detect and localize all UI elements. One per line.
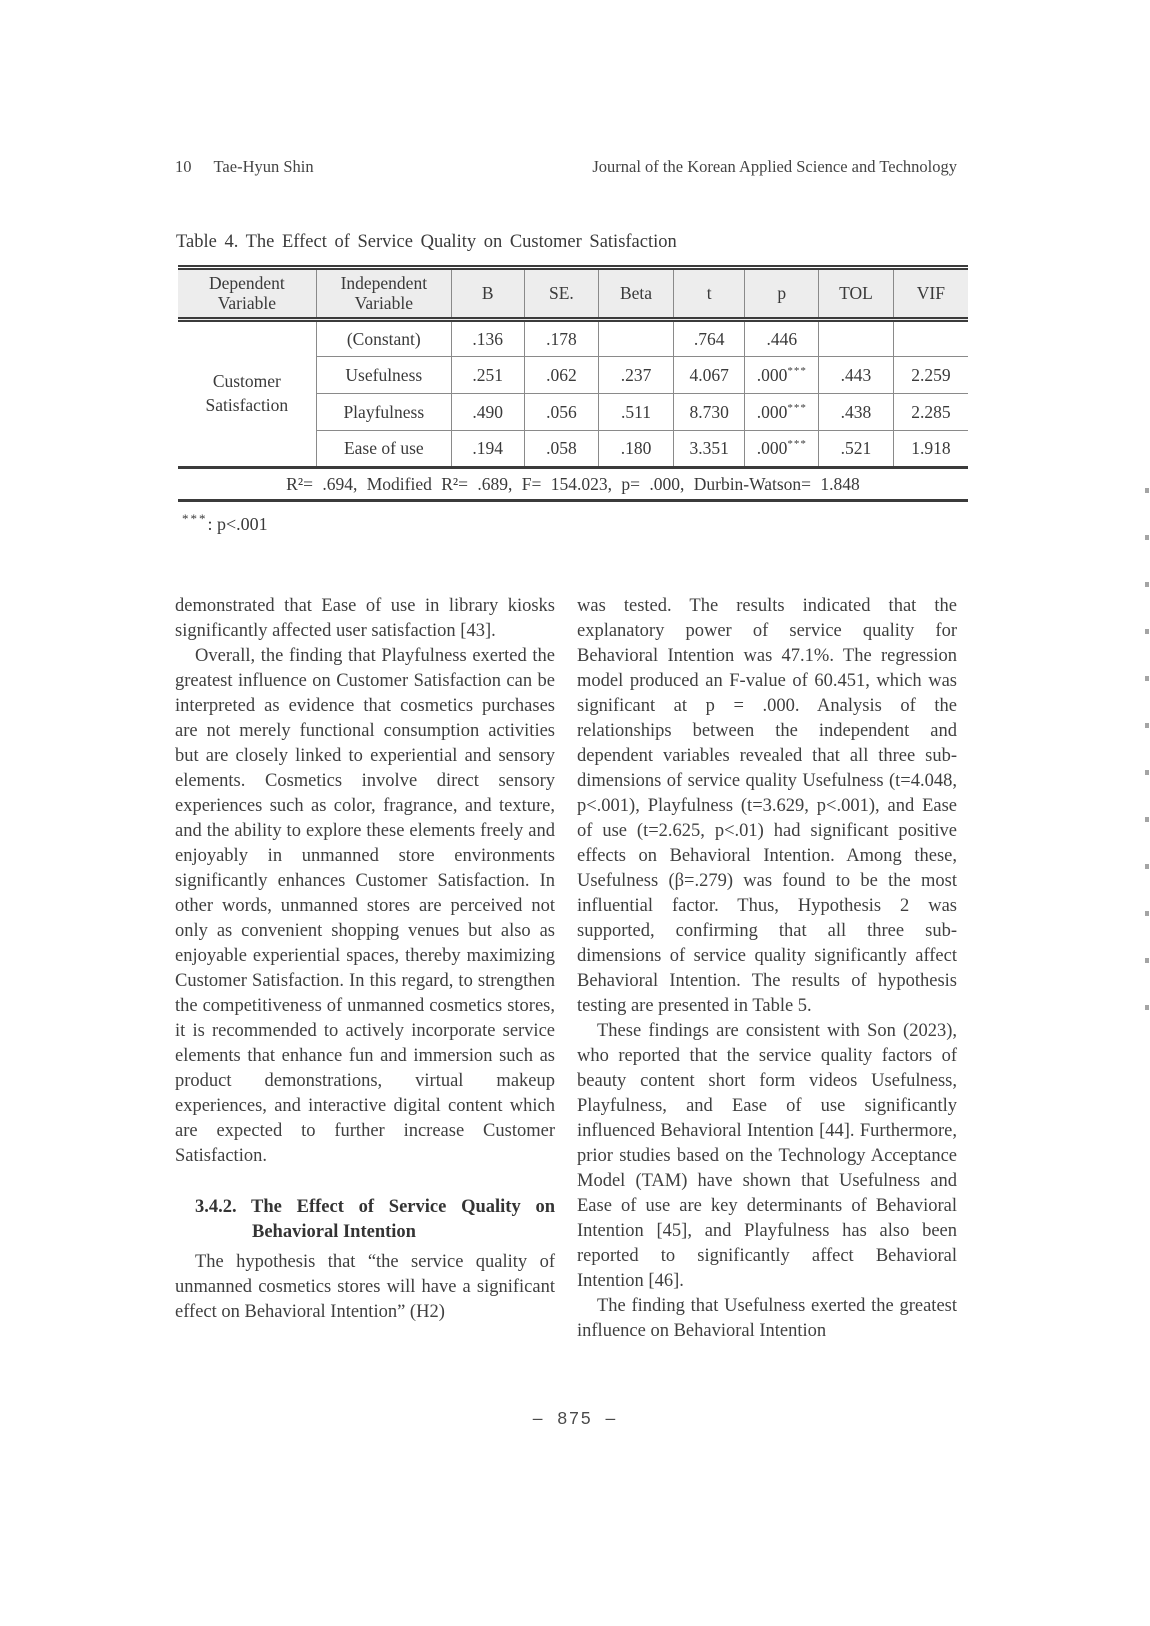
- significance-stars: ***: [787, 438, 807, 451]
- p-value: .000: [756, 364, 788, 385]
- running-head: [175, 157, 957, 177]
- table-cell: 8.730: [673, 394, 745, 431]
- right-column: [577, 594, 957, 1344]
- table-cell: .056: [524, 394, 599, 431]
- table-cell-p-value: [745, 431, 819, 468]
- body-text: [175, 594, 957, 1344]
- column-header-vif: VIF: [893, 268, 968, 320]
- table-cell: 1.918: [893, 431, 968, 468]
- paragraph: The finding that Usefulness exerted the greatest influence on Behavioral Intention: [577, 1296, 957, 1341]
- paragraph: The hypothesis that “the service quality of unmanned cosmetics stores will have a significant effect on Behavioral Intention” (H2): [175, 1252, 555, 1322]
- table-cell: .521: [819, 431, 894, 468]
- table-cell: .136: [451, 320, 524, 357]
- table-row-constant: [178, 320, 968, 357]
- table-summary-row: [178, 468, 968, 501]
- table-cell: [599, 320, 674, 357]
- table-cell: .490: [451, 394, 524, 431]
- table-cell: .062: [524, 357, 599, 394]
- author-name: Tae-Hyun Shin: [213, 157, 314, 176]
- scan-edge-artifacts: [1145, 488, 1149, 1043]
- p-value: .000: [756, 438, 788, 458]
- paragraph: Overall, the finding that Playfulness exerted the greatest influence on Customer Satisfaction can be interpreted as evidence that cosmetics purchases are not merely functional consumption activities but are closely linked to experiential and sensory elements. Cosmetics involve direct sensory experiences such as color, fragrance, and texture, and the ability to explore these elements freely and enjoyably in unmanned store environments significantly enhances Customer Satisfaction. In other words, unmanned stores are perceived not only as convenient shopping venues but also as enjoyable experiential spaces, thereby maximizing Customer Satisfaction. In this regard, to strengthen the competitiveness of unmanned cosmetics stores, it is recommended to actively incorporate service elements that enhance fun and immersion such as product demonstrations, virtual makeup experiences, and interactive digital content which are expected to further increase Customer Satisfaction.: [175, 646, 555, 1166]
- note-stars: ***: [182, 511, 208, 526]
- page-number-footer: – 875 –: [532, 1408, 618, 1428]
- significance-stars: ***: [787, 401, 807, 414]
- table-cell: [819, 320, 894, 357]
- table-caption: Table 4. The Effect of Service Quality on Customer Satisfaction: [176, 232, 677, 252]
- p-value: .000: [756, 401, 788, 422]
- left-column: [175, 594, 555, 1344]
- column-header-t: t: [673, 268, 745, 320]
- table-cell: (Constant): [316, 320, 451, 357]
- regression-table: [178, 265, 968, 502]
- paragraph: demonstrated that Ease of use in library kiosks significantly affected user satisfaction [43].: [175, 596, 555, 641]
- model-fit-statistics: R²= .694, Modified R²= .689, F= 154.023, p= .000, Durbin-Watson= 1.848: [178, 468, 968, 501]
- table-cell: .438: [819, 394, 894, 431]
- table-cell: [893, 320, 968, 357]
- table-cell: .058: [524, 431, 599, 468]
- column-header-tol: TOL: [819, 268, 894, 320]
- column-header-beta: Beta: [599, 268, 674, 320]
- table-cell: 2.259: [893, 357, 968, 394]
- table-cell: .178: [524, 320, 599, 357]
- table-cell: .446: [745, 320, 819, 357]
- table-cell-p-value: [745, 357, 819, 394]
- dependent-variable-cell: Customer Satisfaction: [205, 371, 289, 415]
- table-cell: .237: [599, 357, 674, 394]
- column-header-independent: Independent Variable: [316, 268, 451, 320]
- paragraph: These findings are consistent with Son (2023), who reported that the service quality factors of beauty content short form videos Usefulness, Playfulness, and Ease of use significantly influenced Behavioral Intention [44]. Furthermore, prior studies based on the Technology Acceptance Model (TAM) have shown that Usefulness and Ease of use are key determinants of Behavioral Intention [45], and Playfulness has also been reported to significantly affect Behavioral Intention [46].: [577, 1021, 957, 1291]
- table-cell: 4.067: [673, 357, 745, 394]
- table-cell: 3.351: [673, 431, 745, 468]
- table-cell: .194: [451, 431, 524, 468]
- column-header-p: p: [745, 268, 819, 320]
- column-header-se: SE.: [524, 268, 599, 320]
- table-cell: 2.285: [893, 394, 968, 431]
- section-heading-342: 3.4.2. The Effect of Service Quality on Behavioral Intention: [195, 1197, 555, 1242]
- column-header-dependent: Dependent Variable: [178, 268, 316, 320]
- note-text: : p<.001: [207, 514, 268, 534]
- significance-stars: ***: [787, 364, 807, 377]
- table-cell: Playfulness: [316, 394, 451, 431]
- column-header-b: B: [451, 268, 524, 320]
- page-number-top: 10: [175, 157, 192, 176]
- table-cell: .180: [599, 431, 674, 468]
- table-cell: .251: [451, 357, 524, 394]
- table-header-row: [178, 268, 968, 320]
- table-cell-p-value: [745, 394, 819, 431]
- journal-title: Journal of the Korean Applied Science and Technology: [592, 157, 957, 176]
- table-cell: Usefulness: [316, 357, 451, 394]
- table-cell: .764: [673, 320, 745, 357]
- table-cell: Ease of use: [316, 431, 451, 468]
- table-cell: .511: [599, 394, 674, 431]
- significance-note: [182, 511, 268, 535]
- paragraph: was tested. The results indicated that the explanatory power of service quality for Behavioral Intention was 47.1%. The regression model produced an F-value of 60.451, which was significant at p = .000. Analysis of the relationships between the independent and dependent variables revealed that all three sub-dimensions of service quality Usefulness (t=4.048, p<.001), Playfulness (t=3.629, p<.001), and Ease of use (t=2.625, p<.01) had significant positive effects on Behavioral Intention. Among these, Usefulness (β=.279) was found to be the most influential factor. Thus, Hypothesis 2 was supported, confirming that all three sub-dimensions of service quality significantly affect Behavioral Intention. The results of hypothesis testing are presented in Table 5.: [577, 596, 957, 1016]
- table-cell: .443: [819, 357, 894, 394]
